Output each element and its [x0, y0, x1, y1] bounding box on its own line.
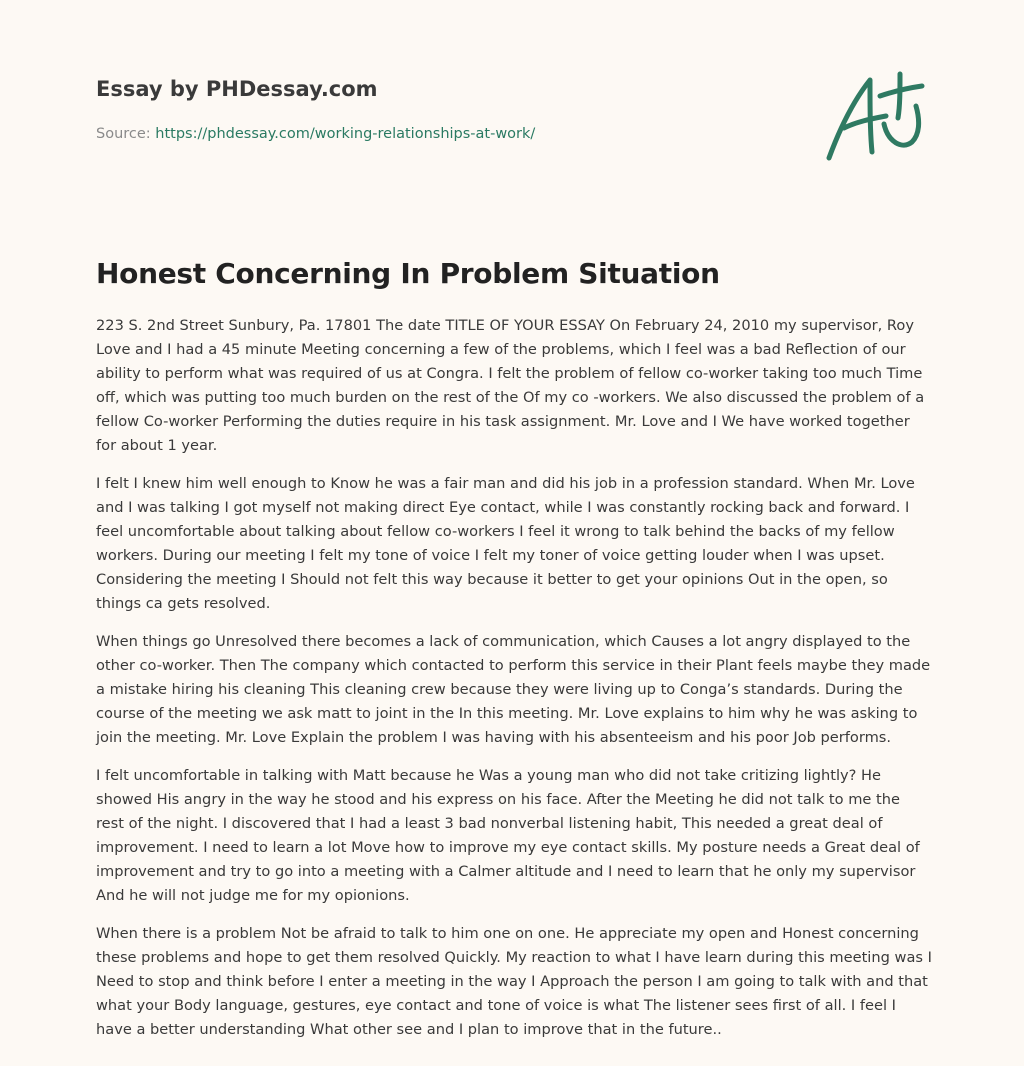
essay-paragraph: I felt uncomfortable in talking with Matt because he Was a young man who did not take critizing lightly? He showed His angry in the way he stood and his express on his face. After the Meeting he did not talk to me the rest of the night. I discovered that I had a least 3 bad nonverbal listening habit, This needed a great deal of improvement. I need to learn a lot Move how to improve my eye contact skills. My posture needs a Great deal of improvement and try to go into a meeting with a Calmer altitude and I need to learn that he only my supervisor And he will not judge me for my opionions. [96, 767, 920, 904]
brand-title: Essay by PHDessay.com [96, 77, 378, 101]
source-label: Source: [96, 126, 156, 142]
essay-paragraph: I felt I knew him well enough to Know he was a fair man and did his job in a profession standard. When Mr. Love and I was talking I got myself not making direct Eye contact, while I was constantly rocking back and forward. I feel uncomfortable about talking about fellow co-workers I feel it wrong to talk behind the backs of my fellow workers. During our meeting I felt my tone of voice I felt my toner of voice getting louder when I was upset. Considering the meeting I Should not felt this way because it better to get your opinions Out in the open, so things ca gets resolved. [96, 475, 915, 612]
a-plus-logo-icon [820, 66, 930, 166]
source-link[interactable]: https://phdessay.com/working-relationships-at-work/ [155, 126, 536, 142]
source-line [96, 124, 796, 144]
essay-paragraph: When there is a problem Not be afraid to talk to him one on one. He appreciate my open and Honest concerning these problems and hope to get them resolved Quickly. My reaction to what I have learn during this meeting was I Need to stop and think before I enter a meeting in the way I Approach the person I am going to talk with and that what your Body language, gestures, eye contact and tone of voice is what The listener sees first of all. I feel I have a better understanding What other see and I plan to improve that in the future.. [96, 925, 932, 1038]
essay-paragraph: 223 S. 2nd Street Sunbury, Pa. 17801 The date TITLE OF YOUR ESSAY On February 24, 2010 my supervisor, Roy Love and I had a 45 minute Meeting concerning a few of the problems, which I feel was a bad Reflection of our ability to perform what was required of us at Congra. I felt the problem of fellow co-worker taking too much Time off, which was putting too much burden on the rest of the Of my co -workers. We also discussed the problem of a fellow Co-worker Performing the duties require in his task assignment. Mr. Love and I We have worked together for about 1 year. [96, 317, 925, 454]
essay-title: Honest Concerning In Problem Situation [96, 257, 720, 290]
a-plus-logo-svg [820, 66, 930, 166]
essay-header [96, 74, 796, 144]
essay-paragraph: When things go Unresolved there becomes a lack of communication, which Causes a lot angry displayed to the other co-worker. Then The company which contacted to perform this service in their Plant feels maybe they made a mistake hiring his cleaning This cleaning crew because they were living up to Conga’s standards. During the course of the meeting we ask matt to joint in the In this meeting. Mr. Love explains to him why he was asking to join the meeting. Mr. Love Explain the problem I was having with his absenteeism and his poor Job performs. [96, 633, 931, 746]
essay-body [96, 314, 932, 1056]
